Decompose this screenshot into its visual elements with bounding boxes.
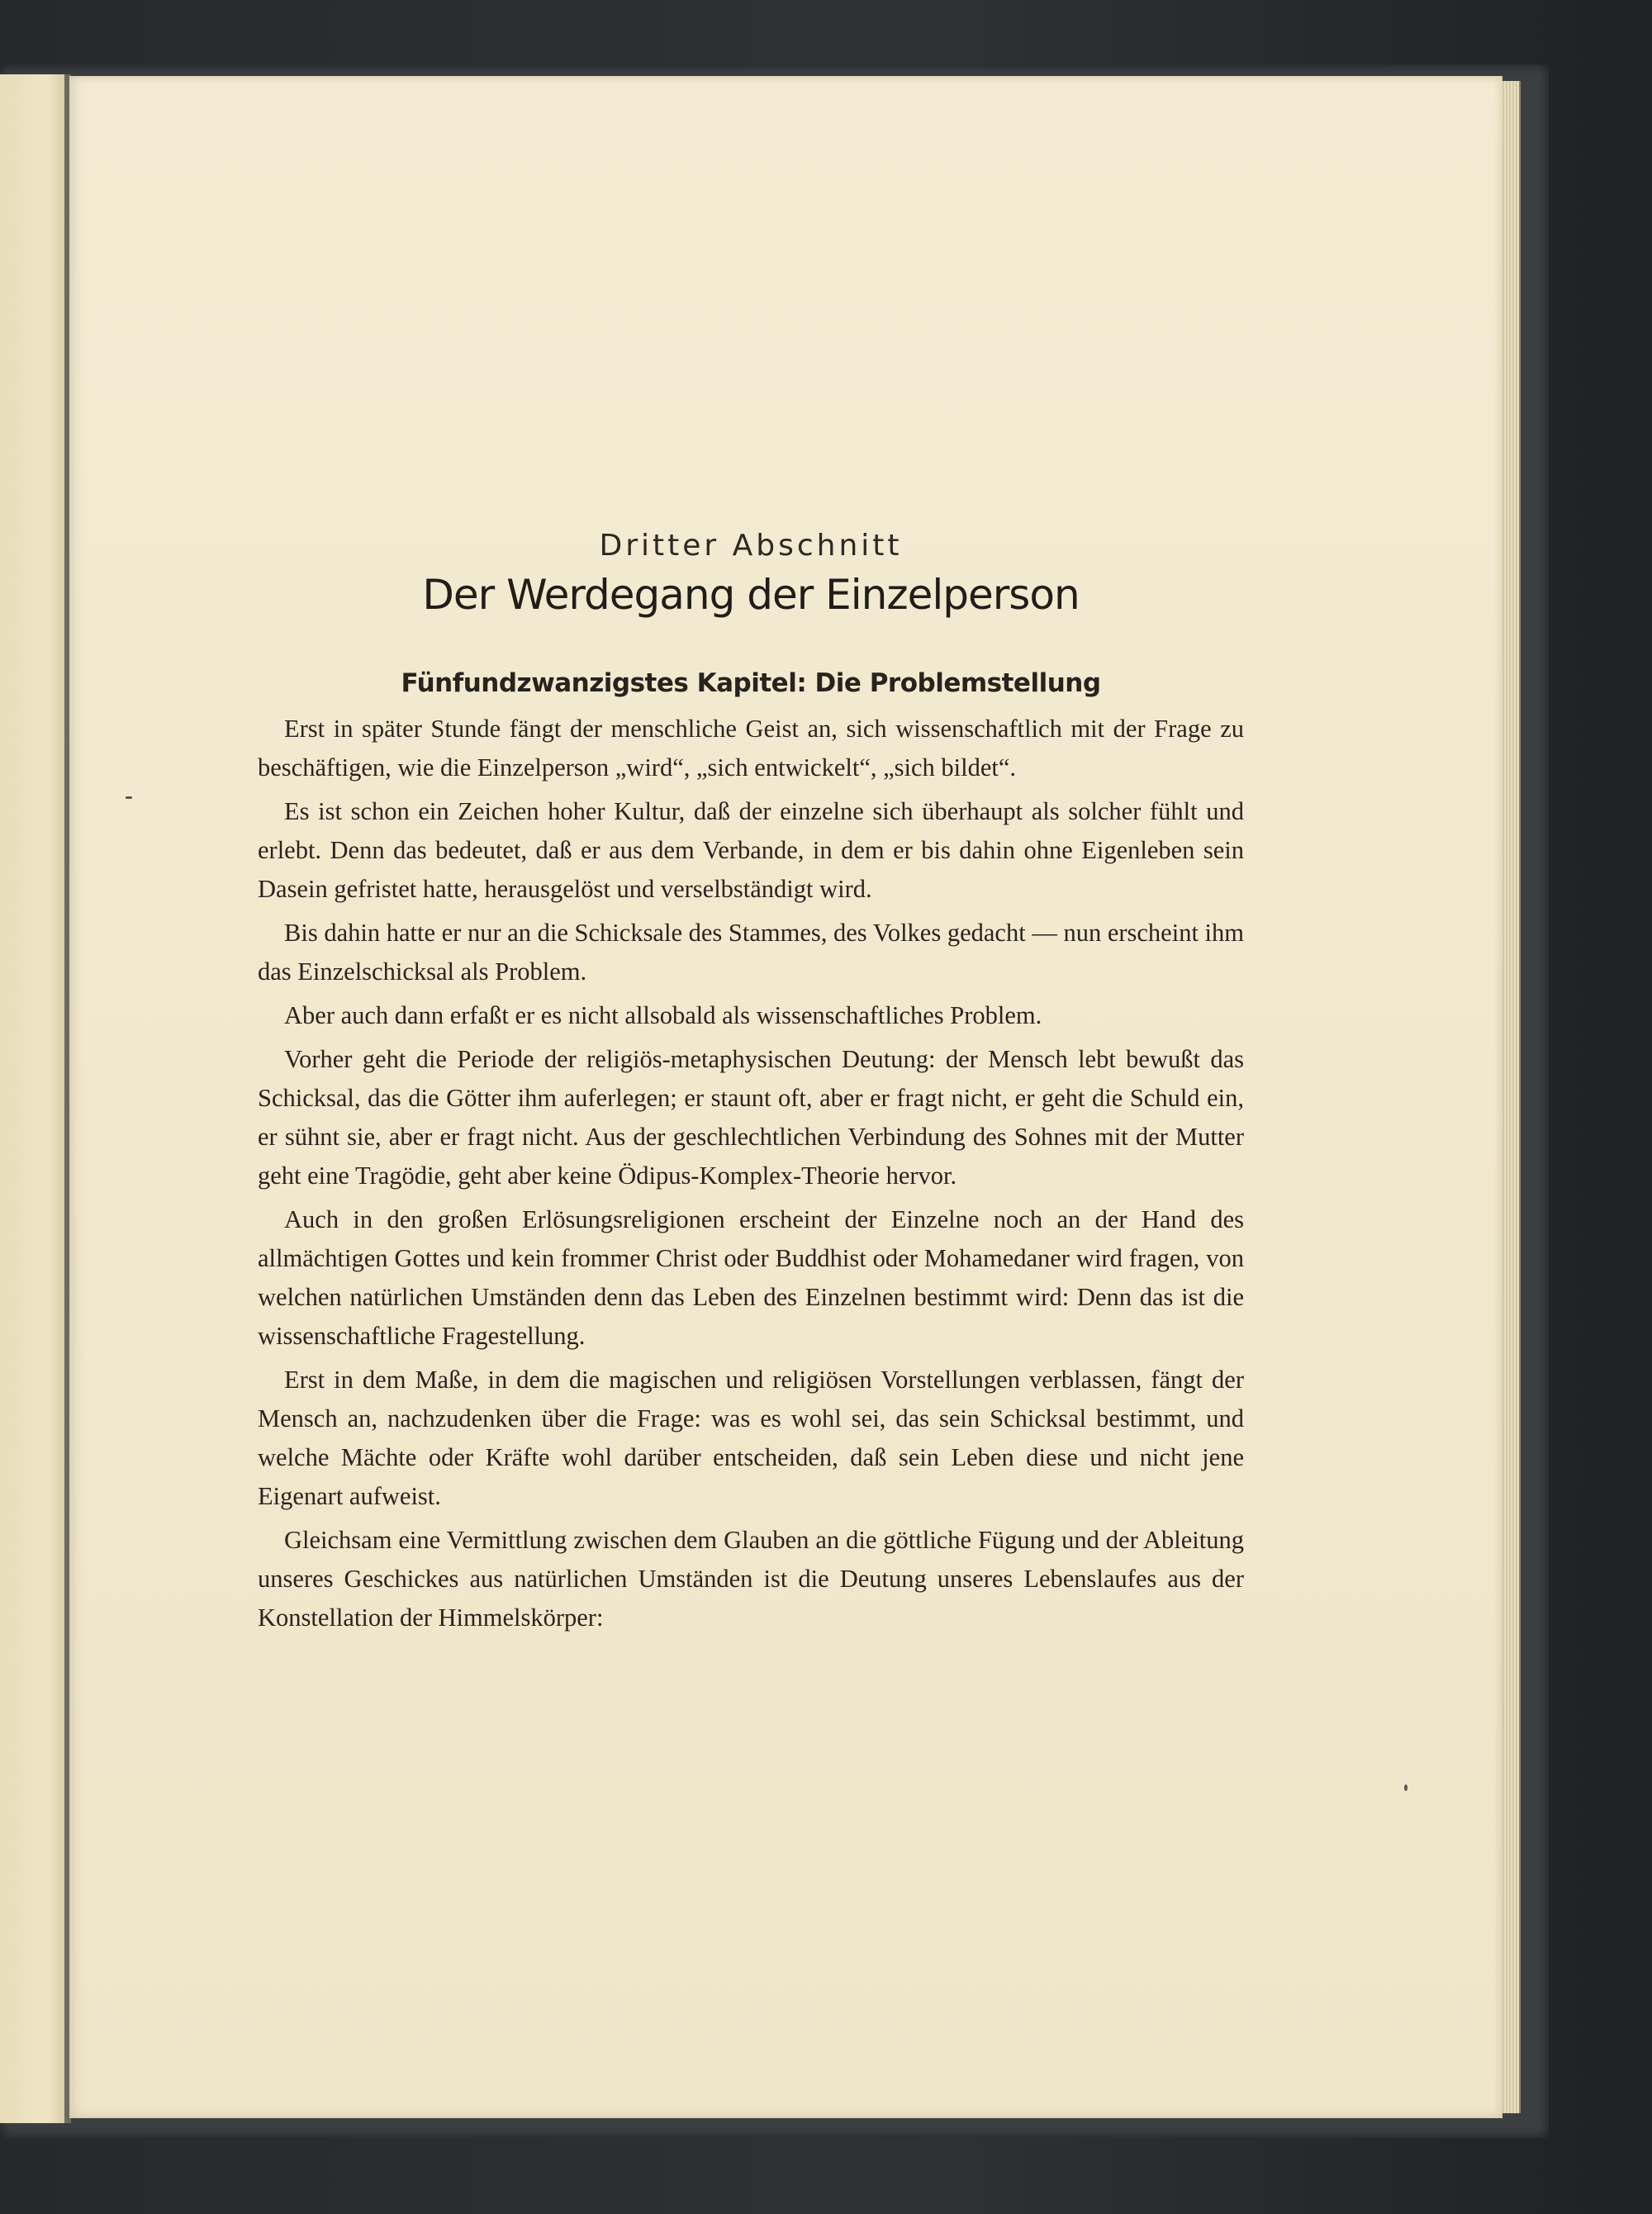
paragraph: Erst in dem Maße, in dem die magischen und religiösen Vorstellungen verblassen, fängt der Mensch an, nachzudenken über die Frage: was es wohl sei, das sein Schicksal bestimmt, und welche Mächte oder Kräfte wohl darüber entscheiden, daß sein Leben diese und nicht jene Eigenart aufweist. xyxy=(258,1366,1244,1510)
facing-page-edge xyxy=(0,74,69,2123)
section-title: Der Werdegang der Einzelperson xyxy=(422,571,1080,619)
paragraph: Es ist schon ein Zeichen hoher Kultur, daß der einzelne sich überhaupt als solcher fühlt und erlebt. Denn das bedeutet, daß er aus dem Verbande, in dem er bis dahin ohne Eigenleben sein Dasein gefristet hatte, herausgelöst und verselbständigt wird. xyxy=(258,797,1244,903)
paragraph: Auch in den großen Erlösungsreligionen erscheint der Einzelne noch an der Hand des allmächtigen Gottes und kein frommer Christ oder Buddhist oder Mohamedaner wird fragen, von welchen natürlichen Umständen denn das Leben des Einzelnen bestimmt wird: Denn das ist die wissenschaftliche Fragestellung. xyxy=(258,1205,1244,1350)
paragraph: Erst in später Stunde fängt der menschliche Geist an, sich wissenschaftlich mit der Frage zu beschäftigen, wie die Einzelperson „wird“, „sich entwickelt“, „sich bildet“. xyxy=(258,715,1244,782)
chapter-title: Fünfundzwanzigstes Kapitel: Die Problemstellung xyxy=(401,668,1101,698)
paragraph: Bis dahin hatte er nur an die Schicksale des Stammes, des Volkes gedacht — nun erscheint ihm das Einzelschicksal als Problem. xyxy=(258,919,1244,986)
scan-speck xyxy=(1404,1784,1408,1791)
paragraph: Gleichsam eine Vermittlung zwischen dem Glauben an die göttliche Fügung und der Ableitung unseres Geschickes aus natürlichen Umständen ist die Deutung unseres Lebenslaufes aus der Konstellation der Himmelskörper: xyxy=(258,1526,1244,1632)
paragraph: Aber auch dann erfaßt er es nicht allsobald als wissenschaftliches Problem. xyxy=(284,1001,1042,1029)
paragraph: Vorher geht die Periode der religiös-metaphysischen Deutung: der Mensch lebt bewußt das Schicksal, das die Götter ihm auferlegen; er staunt oft, aber er fragt nicht, er geht die Schuld ein, er sühnt sie, aber er fragt nicht. Aus der geschlechtlichen Verbindung des Sohnes mit der Mutter geht eine Tragödie, geht aber keine Ödipus-Komplex-Theorie hervor. xyxy=(258,1045,1244,1190)
section-label: Dritter Abschnitt xyxy=(599,529,903,563)
scan-speck xyxy=(126,796,132,799)
page-content xyxy=(258,529,1244,1642)
